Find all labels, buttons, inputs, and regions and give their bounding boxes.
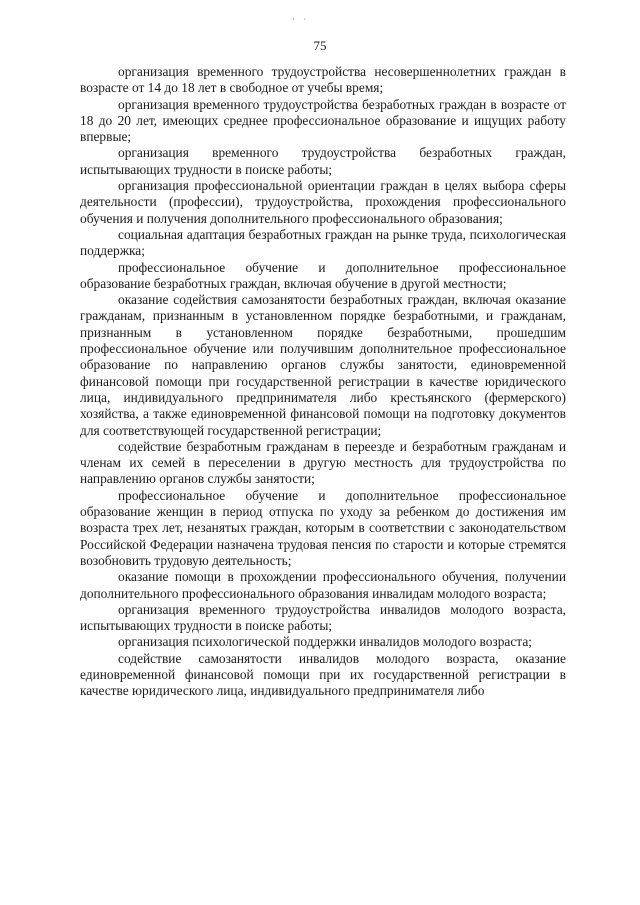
paragraph: оказание помощи в прохождении профессионального обучения, получении дополнительного профессионального образования инвалидам молодого возраста; [80, 569, 566, 601]
paragraph: содействие самозанятости инвалидов молодого возраста, оказание единовременной финансовой помощи при их государственной регистрации в качестве юридического лица, индивидуального предпринимателя либо [80, 650, 566, 699]
paragraph: профессиональное обучение и дополнительное профессиональное образование безработных граждан, включая обучение в другой местности; [80, 259, 566, 291]
paragraph: социальная адаптация безработных граждан на рынке труда, психологическая поддержка; [80, 226, 566, 259]
paragraph: профессиональное обучение и дополнительное профессиональное образование женщин в период отпуска по уходу за ребенком до достижения им возраста трех лет, незанятых граждан, которым в соответствии с законодательством Российской Федерации назначена трудовая пенсия по старости и которые стремятся возобновить трудовую деятельность; [80, 487, 566, 568]
paragraph: организация профессиональной ориентации граждан в целях выбора сферы деятельности (профессии), трудоустройства, прохождения профессионального обучения и получения дополнительного профессионального образования; [80, 178, 566, 226]
page-number: 75 [313, 38, 327, 53]
paragraph: содействие безработным гражданам в переезде и безработным гражданам и членам их семей в переселении в другую местность для трудоустройства по направлению органов службы занятости; [80, 438, 566, 487]
paragraph: оказание содействия самозанятости безработных граждан, включая оказание гражданам, признанным в установленном порядке безработными, и гражданам, признанным в установленном порядке безработными, прошедшим профессиональное обучение или получившим дополнительное профессиональное образование по направлению органов службы занятости, единовременной финансовой помощи при государственной регистрации в качестве юридического лица, индивидуального предпринимателя либо крестьянского (фермерского) хозяйства, а также единовременной финансовой помощи на подготовку документов для соответствующей государственной регистрации; [80, 292, 566, 438]
paragraph: организация временного трудоустройства несовершеннолетних граждан в возрасте от 14 до 18 лет в свободное от учебы время; [80, 64, 566, 96]
paragraph: организация временного трудоустройства безработных граждан, испытывающих трудности в поиске работы; [80, 145, 566, 177]
scan-marks: · · [292, 14, 310, 24]
paragraph: организация временного трудоустройства безработных граждан в возрасте от 18 до 20 лет, имеющих среднее профессиональное образование и ищущих работу впервые; [80, 96, 566, 145]
paragraph: организация психологической поддержки инвалидов молодого возраста; [118, 634, 532, 650]
paragraph: организация временного трудоустройства инвалидов молодого возраста, испытывающих трудности в поиске работы; [80, 601, 566, 634]
body-text [80, 64, 566, 700]
